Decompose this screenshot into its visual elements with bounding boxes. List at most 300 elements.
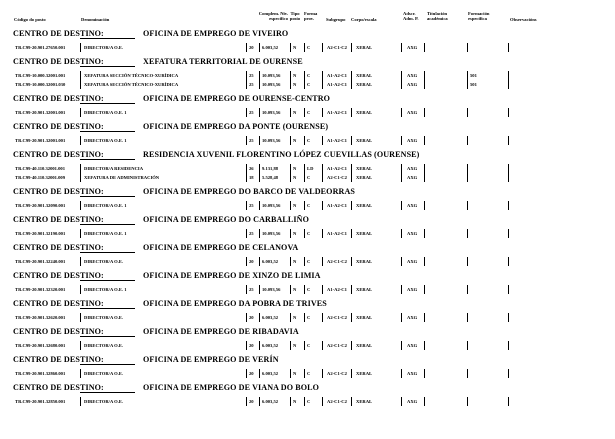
label-underline bbox=[80, 308, 135, 309]
cell-nivel: 25 bbox=[249, 109, 254, 115]
label-underline bbox=[80, 224, 135, 225]
cell-nivel: 20 bbox=[249, 370, 254, 376]
column-divider bbox=[304, 80, 305, 89]
column-divider bbox=[304, 43, 305, 52]
column-divider bbox=[290, 229, 291, 238]
cell-tipo: N bbox=[293, 165, 297, 171]
label-underline bbox=[80, 103, 135, 104]
column-divider bbox=[259, 173, 260, 182]
cell-denominacion: DIRECTOR/A O.E. 1 bbox=[84, 137, 127, 143]
column-divider bbox=[508, 164, 509, 173]
cell-denominacion: DIRECTOR/A O.E. bbox=[84, 398, 124, 404]
cell-denominacion: DIRECTOR/A O.E. 1 bbox=[84, 109, 127, 115]
column-divider bbox=[246, 341, 247, 350]
column-divider bbox=[259, 341, 260, 350]
centro-name: RESIDENCIA XUVENIL FLORENTINO LÓPEZ CUEVILLAS (OURENSE) bbox=[143, 150, 420, 159]
cell-subgrupo: A2-C1-C2 bbox=[327, 342, 347, 348]
column-divider bbox=[508, 285, 509, 294]
cell-complemento: 10.093,56 bbox=[262, 230, 281, 236]
column-divider bbox=[246, 257, 247, 266]
column-divider bbox=[401, 43, 402, 52]
column-divider bbox=[467, 341, 468, 350]
cell-tipo: N bbox=[293, 137, 297, 143]
column-divider bbox=[351, 257, 352, 266]
column-divider bbox=[467, 108, 468, 117]
table-row bbox=[0, 71, 615, 80]
cell-nivel: 20 bbox=[249, 314, 254, 320]
column-divider bbox=[401, 313, 402, 322]
column-divider bbox=[424, 43, 425, 52]
column-divider bbox=[80, 164, 81, 173]
column-divider bbox=[351, 369, 352, 378]
cell-codigo: TR.C99-20.901.32620.001 bbox=[15, 314, 66, 320]
centro-name: OFICINA DE EMPREGO DE OURENSE-CENTRO bbox=[143, 94, 331, 103]
centro-label: CENTRO DE DESTINO: bbox=[13, 122, 104, 131]
column-divider bbox=[259, 229, 260, 238]
cell-codigo: TR.C99-20.901.32680.001 bbox=[15, 342, 66, 348]
column-divider bbox=[304, 229, 305, 238]
cell-adscr: AXG bbox=[407, 202, 418, 208]
cell-complemento: 10.093,56 bbox=[262, 72, 281, 78]
column-divider bbox=[290, 369, 291, 378]
column-divider bbox=[508, 108, 509, 117]
header-titulacion: Titulación académica bbox=[427, 11, 448, 22]
column-divider bbox=[259, 80, 260, 89]
column-divider bbox=[322, 80, 323, 89]
cell-corpo: XERAL bbox=[356, 286, 373, 292]
column-divider bbox=[322, 136, 323, 145]
table-row bbox=[0, 285, 615, 294]
cell-forma: C bbox=[307, 109, 311, 115]
cell-codigo: TR.C99-20.901.32850.001 bbox=[15, 398, 66, 404]
column-divider bbox=[259, 285, 260, 294]
column-divider bbox=[80, 43, 81, 52]
column-divider bbox=[322, 397, 323, 406]
column-divider bbox=[351, 313, 352, 322]
cell-complemento: 6.003,52 bbox=[262, 370, 279, 376]
column-divider bbox=[290, 285, 291, 294]
column-divider bbox=[401, 229, 402, 238]
header-subgrupo: Subgrupo bbox=[326, 17, 346, 22]
column-divider bbox=[80, 285, 81, 294]
cell-nivel: 20 bbox=[249, 258, 254, 264]
column-divider bbox=[304, 201, 305, 210]
column-divider bbox=[246, 80, 247, 89]
column-divider bbox=[401, 173, 402, 182]
cell-tipo: N bbox=[293, 398, 297, 404]
column-divider bbox=[322, 164, 323, 173]
table-row bbox=[0, 136, 615, 145]
column-divider bbox=[508, 80, 509, 89]
header-observacions: Observacións bbox=[510, 17, 537, 22]
table-row bbox=[0, 369, 615, 378]
column-divider bbox=[401, 369, 402, 378]
cell-denominacion: XEFATURA DE ADMINISTRACIÓN bbox=[84, 174, 160, 180]
column-divider bbox=[304, 136, 305, 145]
cell-nivel: 20 bbox=[249, 44, 254, 50]
table-row bbox=[0, 257, 615, 266]
cell-corpo: XERAL bbox=[356, 72, 373, 78]
cell-nivel: 25 bbox=[249, 286, 254, 292]
cell-complemento: 6.003,52 bbox=[262, 314, 279, 320]
cell-formacion: 501 bbox=[470, 72, 477, 78]
cell-corpo: XERAL bbox=[356, 314, 373, 320]
header-corpo: Corpo/escala bbox=[351, 17, 377, 22]
column-divider bbox=[508, 313, 509, 322]
column-divider bbox=[351, 71, 352, 80]
cell-subgrupo: A2-C1-C2 bbox=[327, 398, 347, 404]
column-divider bbox=[80, 80, 81, 89]
column-divider bbox=[424, 229, 425, 238]
label-underline bbox=[80, 159, 135, 160]
column-divider bbox=[401, 257, 402, 266]
cell-forma: C bbox=[307, 202, 311, 208]
header-complemento: Complem. Niv. específico bbox=[258, 11, 288, 22]
column-divider bbox=[467, 285, 468, 294]
cell-forma: C bbox=[307, 72, 311, 78]
cell-complemento: 6.003,52 bbox=[262, 342, 279, 348]
column-divider bbox=[508, 229, 509, 238]
cell-forma: C bbox=[307, 81, 311, 87]
column-divider bbox=[322, 313, 323, 322]
cell-nivel: 25 bbox=[249, 230, 254, 236]
centro-label: CENTRO DE DESTINO: bbox=[13, 383, 104, 392]
column-divider bbox=[467, 136, 468, 145]
centro-name: OFICINA DE EMPREGO DA POBRA DE TRIVES bbox=[143, 299, 327, 308]
column-divider bbox=[246, 164, 247, 173]
cell-adscr: AXG bbox=[407, 314, 418, 320]
label-underline bbox=[80, 38, 135, 39]
column-divider bbox=[304, 397, 305, 406]
column-divider bbox=[351, 173, 352, 182]
label-underline bbox=[80, 196, 135, 197]
column-divider bbox=[351, 201, 352, 210]
column-divider bbox=[424, 369, 425, 378]
cell-codigo: TR.C99-20.901.32090.001 bbox=[15, 202, 66, 208]
column-divider bbox=[322, 369, 323, 378]
column-divider bbox=[259, 136, 260, 145]
column-divider bbox=[322, 229, 323, 238]
column-divider bbox=[401, 164, 402, 173]
column-divider bbox=[246, 229, 247, 238]
column-divider bbox=[80, 313, 81, 322]
column-divider bbox=[401, 285, 402, 294]
centro-name: OFICINA DE EMPREGO DE VERÍN bbox=[143, 355, 279, 364]
cell-subgrupo: A1-A2-C1 bbox=[327, 202, 347, 208]
column-divider bbox=[508, 397, 509, 406]
cell-subgrupo: A2-C1-C2 bbox=[327, 314, 347, 320]
centro-label: CENTRO DE DESTINO: bbox=[13, 243, 104, 252]
centro-name: OFICINA DE EMPREGO DE VIVEIRO bbox=[143, 29, 289, 38]
column-divider bbox=[424, 201, 425, 210]
column-divider bbox=[290, 164, 291, 173]
cell-adscr: AXG bbox=[407, 81, 418, 87]
table-row bbox=[0, 108, 615, 117]
cell-corpo: XERAL bbox=[356, 398, 373, 404]
column-divider bbox=[80, 201, 81, 210]
cell-nivel: 20 bbox=[249, 398, 254, 404]
column-divider bbox=[304, 257, 305, 266]
column-divider bbox=[467, 173, 468, 182]
cell-subgrupo: A2-C1-C2 bbox=[327, 258, 347, 264]
column-divider bbox=[290, 136, 291, 145]
column-divider bbox=[290, 257, 291, 266]
column-divider bbox=[80, 229, 81, 238]
cell-subgrupo: A1-A2-C1 bbox=[327, 81, 347, 87]
cell-complemento: 6.003,52 bbox=[262, 258, 279, 264]
column-divider bbox=[246, 108, 247, 117]
column-divider bbox=[80, 71, 81, 80]
cell-codigo: TR.C99-20.901.32860.001 bbox=[15, 370, 66, 376]
column-divider bbox=[401, 341, 402, 350]
column-divider bbox=[508, 173, 509, 182]
cell-denominacion: DIRECTOR/A O.E. 1 bbox=[84, 230, 127, 236]
cell-nivel: 25 bbox=[249, 81, 254, 87]
column-divider bbox=[322, 173, 323, 182]
column-divider bbox=[322, 43, 323, 52]
column-divider bbox=[467, 229, 468, 238]
cell-adscr: AXG bbox=[407, 258, 418, 264]
table-row bbox=[0, 313, 615, 322]
column-divider bbox=[290, 313, 291, 322]
column-divider bbox=[322, 108, 323, 117]
column-divider bbox=[246, 173, 247, 182]
column-divider bbox=[401, 80, 402, 89]
cell-corpo: XERAL bbox=[356, 109, 373, 115]
column-divider bbox=[246, 71, 247, 80]
column-divider bbox=[467, 257, 468, 266]
column-divider bbox=[290, 43, 291, 52]
column-divider bbox=[290, 173, 291, 182]
column-divider bbox=[424, 257, 425, 266]
column-divider bbox=[80, 108, 81, 117]
cell-forma: C bbox=[307, 370, 311, 376]
cell-formacion: 501 bbox=[470, 81, 477, 87]
cell-forma: C bbox=[307, 314, 311, 320]
table-row bbox=[0, 201, 615, 210]
centro-label: CENTRO DE DESTINO: bbox=[13, 187, 104, 196]
column-divider bbox=[259, 164, 260, 173]
column-divider bbox=[304, 341, 305, 350]
cell-tipo: N bbox=[293, 342, 297, 348]
cell-tipo: N bbox=[293, 81, 297, 87]
column-divider bbox=[424, 341, 425, 350]
cell-complemento: 10.093,56 bbox=[262, 109, 281, 115]
cell-codigo: TR.C99-20.901.32001.001 bbox=[15, 137, 66, 143]
cell-codigo: TR.C99-20.901.32320.001 bbox=[15, 286, 66, 292]
cell-corpo: XERAL bbox=[356, 342, 373, 348]
cell-forma: C bbox=[307, 44, 311, 50]
cell-complemento: 5.528,48 bbox=[262, 174, 279, 180]
centro-label: CENTRO DE DESTINO: bbox=[13, 150, 104, 159]
cell-nivel: 18 bbox=[249, 174, 254, 180]
cell-codigo: TR.C99-20.901.32240.001 bbox=[15, 258, 66, 264]
cell-adscr: AXG bbox=[407, 44, 418, 50]
cell-denominacion: DIRECTOR/A O.E. 1 bbox=[84, 286, 127, 292]
column-divider bbox=[467, 201, 468, 210]
cell-complemento: 10.093,56 bbox=[262, 286, 281, 292]
column-divider bbox=[80, 257, 81, 266]
label-underline bbox=[80, 131, 135, 132]
cell-nivel: 25 bbox=[249, 202, 254, 208]
cell-corpo: XERAL bbox=[356, 370, 373, 376]
column-divider bbox=[80, 173, 81, 182]
centro-label: CENTRO DE DESTINO: bbox=[13, 94, 104, 103]
column-divider bbox=[290, 201, 291, 210]
cell-forma: C bbox=[307, 398, 311, 404]
column-divider bbox=[467, 80, 468, 89]
centro-name: OFICINA DE EMPREGO DE RIBADAVIA bbox=[143, 327, 299, 336]
label-underline bbox=[80, 392, 135, 393]
cell-codigo: TR.C99-20.901.27650.001 bbox=[15, 44, 66, 50]
column-divider bbox=[467, 164, 468, 173]
column-divider bbox=[467, 397, 468, 406]
cell-forma: C bbox=[307, 286, 311, 292]
column-divider bbox=[424, 136, 425, 145]
cell-tipo: N bbox=[293, 109, 297, 115]
centro-name: OFICINA DE EMPREGO DE VIANA DO BOLO bbox=[143, 383, 320, 392]
cell-codigo: TR.C99-20.901.32001.001 bbox=[15, 109, 66, 115]
cell-forma: C bbox=[307, 137, 311, 143]
centro-label: CENTRO DE DESTINO: bbox=[13, 271, 104, 280]
column-divider bbox=[322, 341, 323, 350]
column-divider bbox=[508, 71, 509, 80]
cell-subgrupo: A1-A2-C1 bbox=[327, 137, 347, 143]
column-divider bbox=[508, 136, 509, 145]
cell-nivel: 26 bbox=[249, 165, 254, 171]
cell-subgrupo: A2-C1-C2 bbox=[327, 174, 347, 180]
column-divider bbox=[467, 369, 468, 378]
column-divider bbox=[401, 136, 402, 145]
column-divider bbox=[290, 341, 291, 350]
table-row bbox=[0, 43, 615, 52]
centro-name: OFICINA DE EMPREGO DO BARCO DE VALDEORRAS bbox=[143, 187, 356, 196]
cell-denominacion: DIRECTOR/A O.E. bbox=[84, 314, 124, 320]
centro-label: CENTRO DE DESTINO: bbox=[13, 355, 104, 364]
cell-tipo: N bbox=[293, 202, 297, 208]
column-divider bbox=[304, 173, 305, 182]
column-divider bbox=[424, 71, 425, 80]
cell-tipo: N bbox=[293, 258, 297, 264]
column-divider bbox=[290, 397, 291, 406]
cell-forma: C bbox=[307, 174, 311, 180]
column-divider bbox=[322, 201, 323, 210]
cell-complemento: 10.093,56 bbox=[262, 202, 281, 208]
table-row bbox=[0, 341, 615, 350]
centro-name: OFICINA DE EMPREGO DE XINZO DE LIMIA bbox=[143, 271, 321, 280]
column-divider bbox=[304, 71, 305, 80]
column-divider bbox=[508, 257, 509, 266]
column-divider bbox=[508, 341, 509, 350]
cell-forma: C bbox=[307, 230, 311, 236]
cell-corpo: XERAL bbox=[356, 81, 373, 87]
column-divider bbox=[246, 313, 247, 322]
column-divider bbox=[351, 229, 352, 238]
column-divider bbox=[508, 369, 509, 378]
column-divider bbox=[351, 164, 352, 173]
cell-subgrupo: A2-C1-C2 bbox=[327, 44, 347, 50]
label-underline bbox=[80, 252, 135, 253]
cell-tipo: N bbox=[293, 370, 297, 376]
table-row bbox=[0, 229, 615, 238]
cell-denominacion: DIRECTOR/A RESIDENCIA bbox=[84, 165, 144, 171]
column-divider bbox=[259, 71, 260, 80]
column-divider bbox=[351, 108, 352, 117]
centro-label: CENTRO DE DESTINO: bbox=[13, 29, 104, 38]
cell-denominacion: DIRECTOR/A O.E. 1 bbox=[84, 202, 127, 208]
column-divider bbox=[304, 313, 305, 322]
column-divider bbox=[401, 71, 402, 80]
centro-label: CENTRO DE DESTINO: bbox=[13, 215, 104, 224]
centro-label: CENTRO DE DESTINO: bbox=[13, 327, 104, 336]
column-divider bbox=[304, 285, 305, 294]
cell-codigo: TR.C99-40.110.32001.001 bbox=[15, 165, 66, 171]
column-divider bbox=[351, 80, 352, 89]
column-divider bbox=[80, 136, 81, 145]
column-divider bbox=[508, 201, 509, 210]
column-divider bbox=[351, 43, 352, 52]
column-divider bbox=[246, 136, 247, 145]
column-divider bbox=[424, 173, 425, 182]
cell-adscr: AXG bbox=[407, 286, 418, 292]
column-divider bbox=[304, 369, 305, 378]
cell-corpo: XERAL bbox=[356, 165, 373, 171]
cell-denominacion: DIRECTOR/A O.E. bbox=[84, 342, 124, 348]
cell-codigo: TR.C99-10.000.32001.001 bbox=[15, 72, 66, 78]
cell-adscr: AXG bbox=[407, 165, 418, 171]
column-divider bbox=[246, 201, 247, 210]
column-divider bbox=[290, 71, 291, 80]
cell-denominacion: DIRECTOR/A O.E. bbox=[84, 258, 124, 264]
cell-complemento: 6.003,52 bbox=[262, 398, 279, 404]
column-divider bbox=[322, 71, 323, 80]
column-divider bbox=[246, 369, 247, 378]
cell-nivel: 25 bbox=[249, 137, 254, 143]
centro-name: XEFATURA TERRITORIAL DE OURENSE bbox=[143, 57, 303, 66]
column-divider bbox=[424, 285, 425, 294]
cell-codigo: TR.C99-20.901.32190.001 bbox=[15, 230, 66, 236]
column-divider bbox=[304, 108, 305, 117]
cell-adscr: AXG bbox=[407, 230, 418, 236]
cell-complemento: 10.093,56 bbox=[262, 81, 281, 87]
column-divider bbox=[259, 43, 260, 52]
column-divider bbox=[351, 341, 352, 350]
cell-tipo: N bbox=[293, 314, 297, 320]
centro-name: OFICINA DE EMPREGO DA PONTE (OURENSE) bbox=[143, 122, 329, 131]
cell-forma: C bbox=[307, 258, 311, 264]
column-divider bbox=[290, 108, 291, 117]
cell-adscr: AXG bbox=[407, 398, 418, 404]
column-divider bbox=[322, 285, 323, 294]
column-divider bbox=[424, 164, 425, 173]
cell-adscr: AXG bbox=[407, 72, 418, 78]
column-divider bbox=[508, 43, 509, 52]
cell-subgrupo: A1-A2-C1 bbox=[327, 165, 347, 171]
cell-nivel: 20 bbox=[249, 342, 254, 348]
centro-name: OFICINA DE EMPREGO DO CARBALLIÑO bbox=[143, 215, 309, 224]
cell-complemento: 6.003,52 bbox=[262, 44, 279, 50]
cell-nivel: 25 bbox=[249, 72, 254, 78]
column-divider bbox=[304, 164, 305, 173]
column-divider bbox=[246, 43, 247, 52]
cell-subgrupo: A2-C1-C2 bbox=[327, 370, 347, 376]
centro-name: OFICINA DE EMPREGO DE CELANOVA bbox=[143, 243, 299, 252]
column-divider bbox=[467, 43, 468, 52]
column-divider bbox=[351, 397, 352, 406]
table-row bbox=[0, 80, 615, 89]
cell-tipo: N bbox=[293, 72, 297, 78]
cell-corpo: XERAL bbox=[356, 202, 373, 208]
